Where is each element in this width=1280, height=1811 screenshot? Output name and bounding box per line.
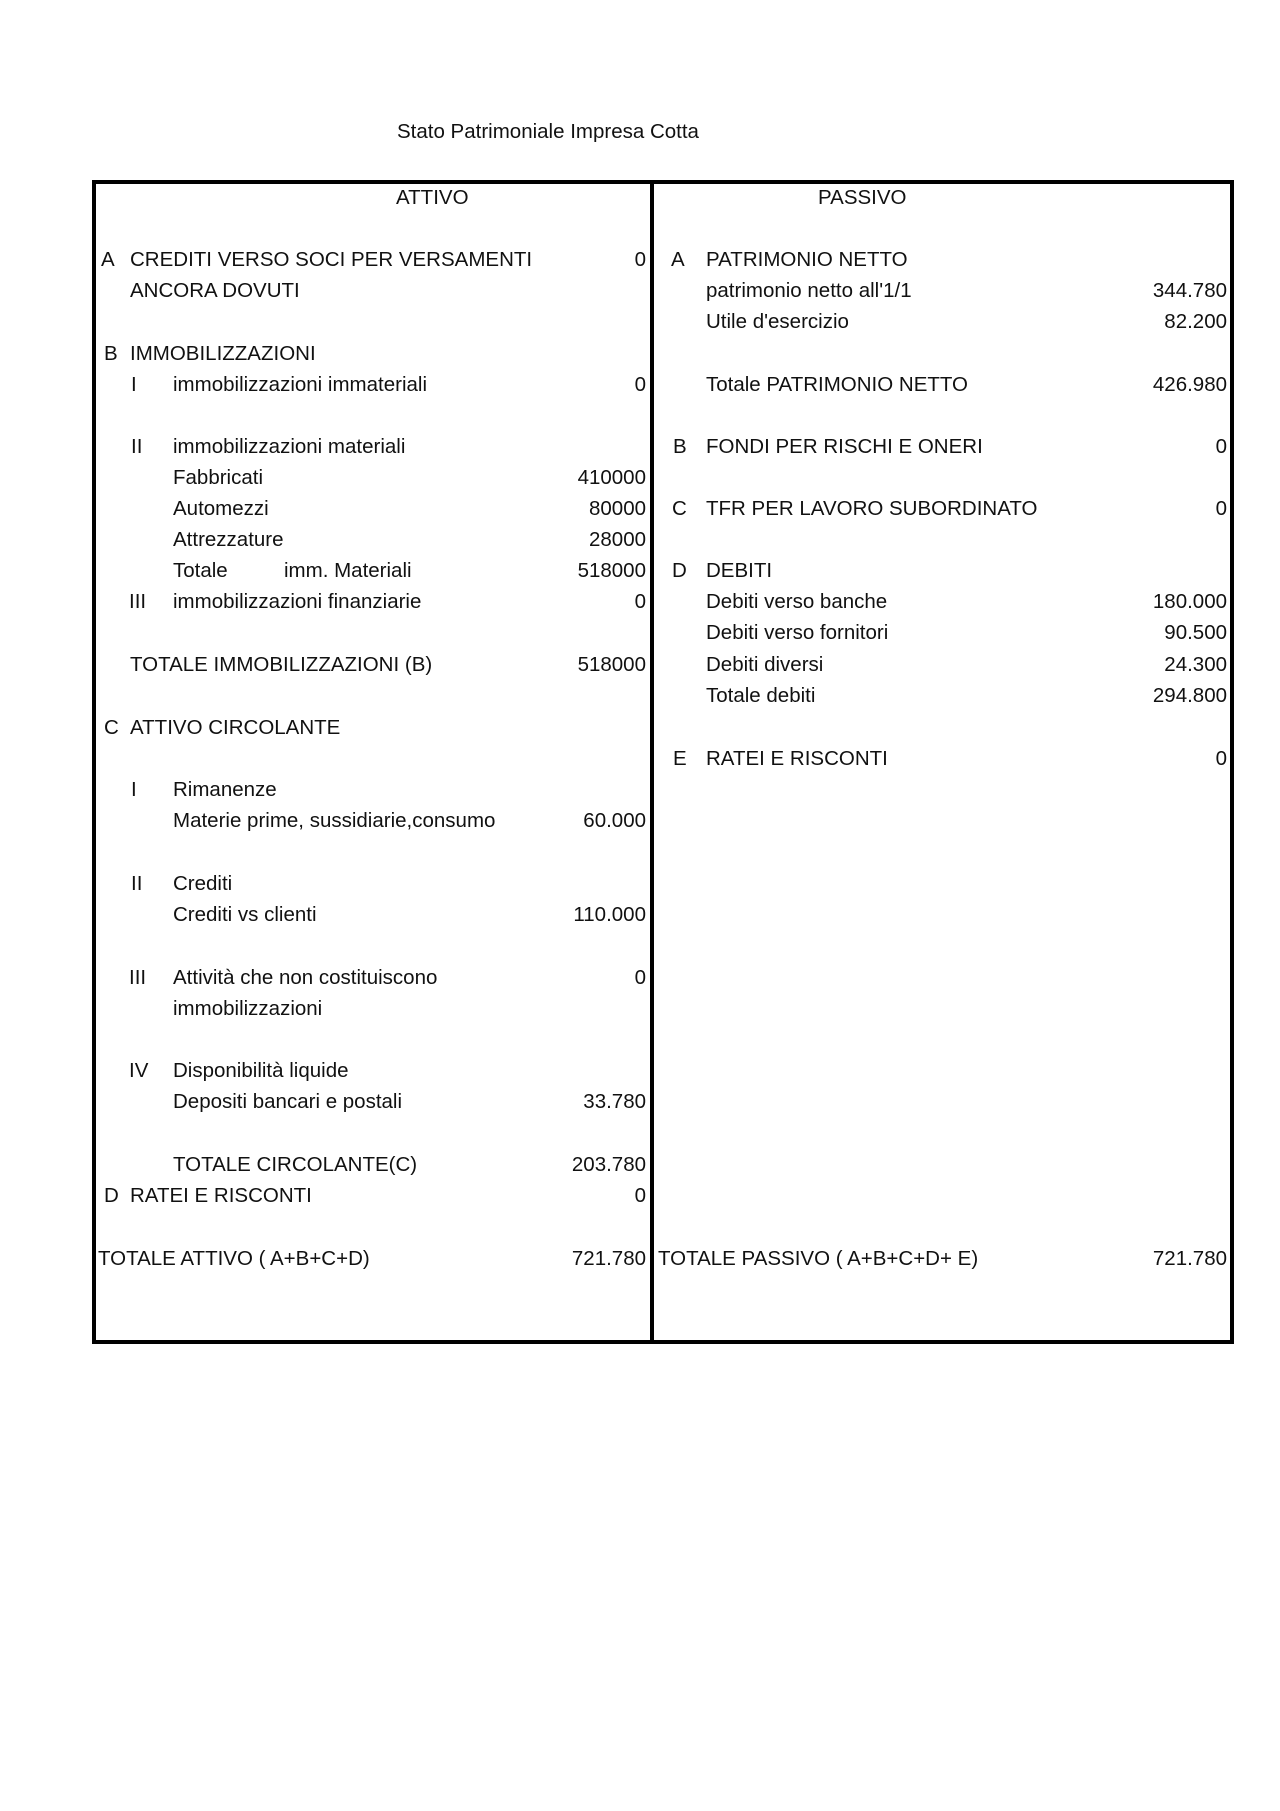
attivo-d-value: 0 [634,1184,646,1207]
attivo-c-i-numeral: I [131,778,137,801]
totale-patrimonio-netto-value: 426.980 [1152,373,1227,396]
passivo-b-letter: B [673,435,687,458]
attivo-b-i-numeral: I [131,373,137,396]
attivo-c-iv-numeral: IV [129,1059,149,1082]
attivo-d-letter: D [104,1184,119,1207]
materie-prime-value: 60.000 [583,809,646,832]
attivo-b-ii-numeral: II [131,435,143,458]
totale-patrimonio-netto-label: Totale PATRIMONIO NETTO [706,373,968,396]
totale-attivo-value: 721.780 [571,1247,646,1270]
utile-esercizio-label: Utile d'esercizio [706,310,849,333]
automezzi-label: Automezzi [173,497,269,520]
fabbricati-value: 410000 [577,466,646,489]
debiti-diversi-label: Debiti diversi [706,653,824,676]
totale-imm-materiali-label: Totale [173,559,228,582]
totale-immobilizzazioni-value: 518000 [577,653,646,676]
passivo-c-label: TFR PER LAVORO SUBORDINATO [706,497,1038,520]
debiti-diversi-value: 24.300 [1164,653,1227,676]
attivo-b-i-value: 0 [634,373,646,396]
debiti-banche-value: 180.000 [1152,590,1227,613]
passivo-e-letter: E [673,747,687,770]
attivo-a-label: CREDITI VERSO SOCI PER VERSAMENTI [130,248,533,271]
attivo-a-letter: A [101,248,115,271]
attivo-b-iii-value: 0 [634,590,646,613]
attivo-d-label: RATEI E RISCONTI [130,1184,312,1207]
fabbricati-label: Fabbricati [173,466,264,489]
depositi-bancari-value: 33.780 [583,1090,646,1113]
crediti-label: Crediti [173,872,233,895]
debiti-banche-label: Debiti verso banche [706,590,888,613]
attivo-b-letter: B [104,342,118,365]
totale-passivo-value: 721.780 [1152,1247,1227,1270]
materie-prime-label: Materie prime, sussidiarie,consumo [173,809,496,832]
attivita-non-immob-value: 0 [634,966,646,989]
totale-passivo-label: TOTALE PASSIVO ( A+B+C+D+ E) [658,1247,979,1270]
totale-imm-materiali-value: 518000 [577,559,646,582]
passivo-c-value: 0 [1215,497,1227,520]
patrimonio-netto-11-value: 344.780 [1152,279,1227,302]
passivo-a-letter: A [671,248,685,271]
attivo-c-letter: C [104,716,119,739]
attivo-a-value: 0 [634,248,646,271]
passivo-header: PASSIVO [818,186,907,209]
debiti-fornitori-label: Debiti verso fornitori [706,621,889,644]
totale-debiti-label: Totale debiti [706,684,816,707]
passivo-e-value: 0 [1215,747,1227,770]
passivo-b-value: 0 [1215,435,1227,458]
totale-imm-materiali-sub: imm. Materiali [284,559,412,582]
page-title: Stato Patrimoniale Impresa Cotta [397,120,699,143]
totale-debiti-value: 294.800 [1152,684,1227,707]
utile-esercizio-value: 82.200 [1164,310,1227,333]
automezzi-value: 80000 [588,497,646,520]
crediti-clienti-value: 110.000 [573,903,646,926]
totale-attivo-label: TOTALE ATTIVO ( A+B+C+D) [98,1247,370,1270]
attivita-non-immob-label: Attività che non costituiscono [173,966,438,989]
totale-circolante-label: TOTALE CIRCOLANTE(C) [173,1153,418,1176]
depositi-bancari-label: Depositi bancari e postali [173,1090,403,1113]
passivo-d-label: DEBITI [706,559,773,582]
rimanenze-label: Rimanenze [173,778,277,801]
attivo-c-ii-numeral: II [131,872,143,895]
attrezzature-label: Attrezzature [173,528,284,551]
attivo-b-i-label: immobilizzazioni immateriali [173,373,428,396]
attivo-b-label: IMMOBILIZZAZIONI [130,342,316,365]
passivo-c-letter: C [672,497,687,520]
passivo-e-label: RATEI E RISCONTI [706,747,888,770]
patrimonio-netto-11-label: patrimonio netto all'1/1 [706,279,912,302]
passivo-d-letter: D [672,559,687,582]
attivo-c-iii-numeral: III [129,966,147,989]
attivo-b-ii-label: immobilizzazioni materiali [173,435,406,458]
totale-circolante-value: 203.780 [571,1153,646,1176]
attivo-b-iii-numeral: III [129,590,147,613]
attivo-c-label: ATTIVO CIRCOLANTE [130,716,341,739]
column-divider [650,180,654,1344]
passivo-a-label: PATRIMONIO NETTO [706,248,908,271]
debiti-fornitori-value: 90.500 [1164,621,1227,644]
attivita-non-immob-label-cont: immobilizzazioni [173,997,323,1020]
crediti-clienti-label: Crediti vs clienti [173,903,317,926]
attivo-b-iii-label: immobilizzazioni finanziarie [173,590,422,613]
totale-immobilizzazioni-label: TOTALE IMMOBILIZZAZIONI (B) [130,653,433,676]
attivo-a-label-cont: ANCORA DOVUTI [130,279,300,302]
disponibilita-liquide-label: Disponibilità liquide [173,1059,349,1082]
attivo-header: ATTIVO [396,186,469,209]
attrezzature-value: 28000 [588,528,646,551]
passivo-b-label: FONDI PER RISCHI E ONERI [706,435,983,458]
